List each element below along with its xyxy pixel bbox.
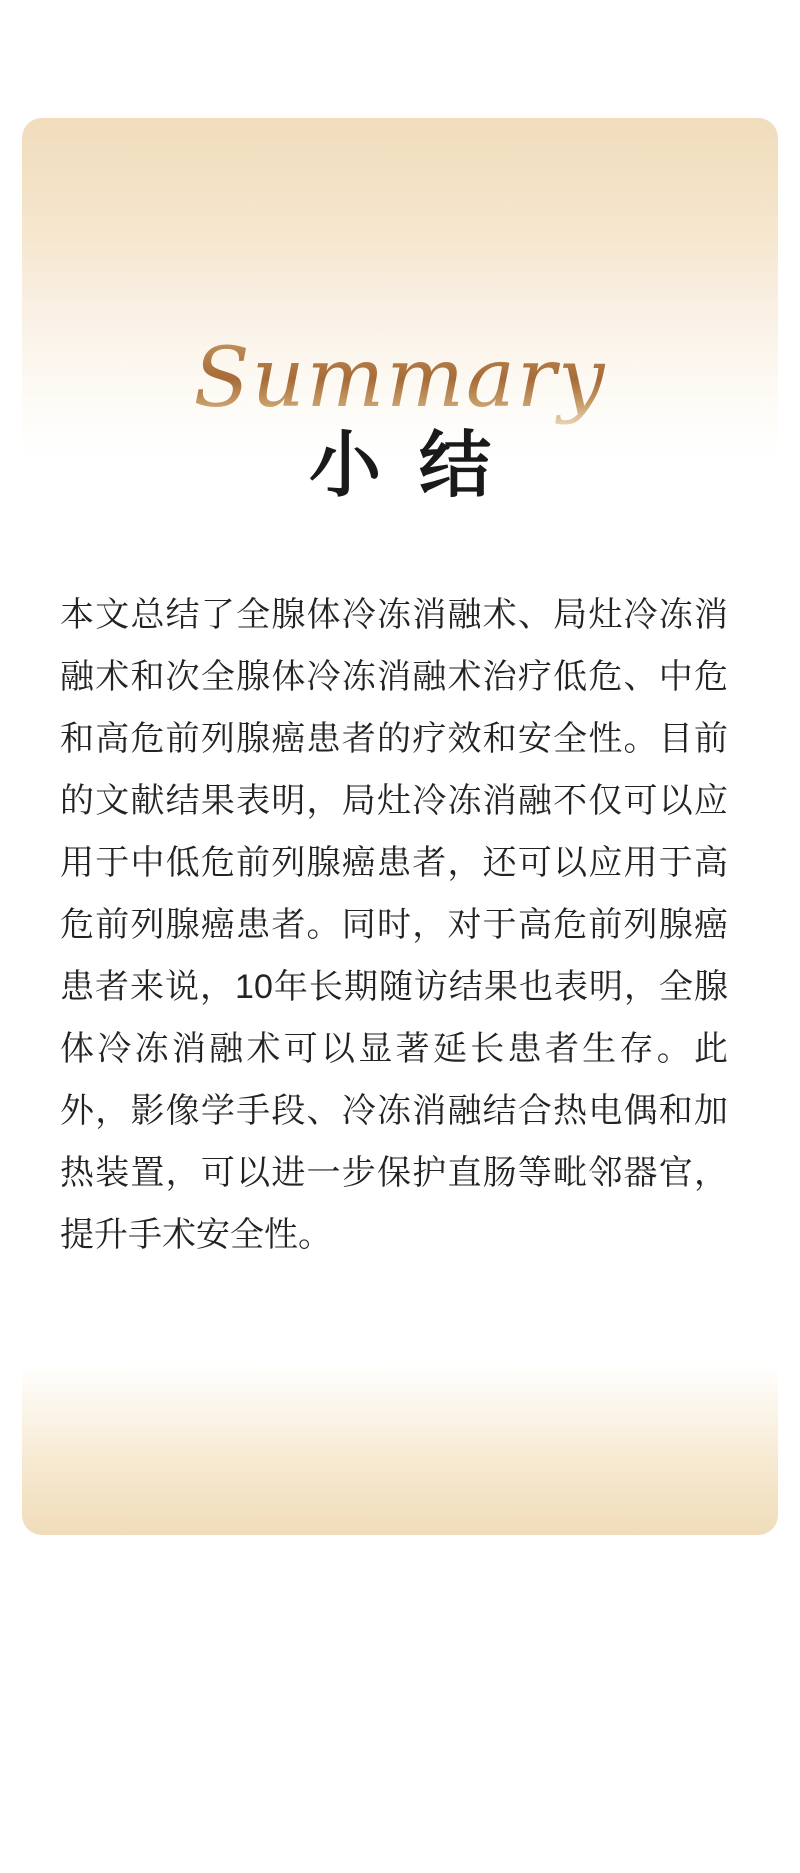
paragraph-line: 体冷冻消融术可以显著延长患者生存。此 <box>60 1030 728 1068</box>
paragraph-line: 危前列腺癌患者。同时，对于高危前列腺癌 <box>60 906 728 944</box>
paragraph-line: 用于中低危前列腺癌患者，还可以应用于高 <box>60 844 728 882</box>
summary-title-english: Summary <box>22 330 778 428</box>
summary-card <box>22 118 778 1535</box>
paragraph-line: 热装置，可以进一步保护直肠等毗邻器官， <box>60 1154 728 1192</box>
paragraph-line: 的文献结果表明，局灶冷冻消融不仅可以应 <box>60 782 728 820</box>
paragraph-line: 融术和次全腺体冷冻消融术治疗低危、中危 <box>60 658 728 696</box>
summary-title-chinese: 小 结 <box>308 426 501 506</box>
paragraph-line: 和高危前列腺癌患者的疗效和安全性。目前 <box>60 720 728 758</box>
paragraph-line: 外，影像学手段、冷冻消融结合热电偶和加 <box>60 1092 728 1130</box>
paragraph-line: 提升手术安全性。 <box>60 1216 332 1254</box>
paragraph-line: 本文总结了全腺体冷冻消融术、局灶冷冻消 <box>60 596 728 634</box>
summary-paragraph <box>60 584 728 1266</box>
paragraph-line: 患者来说，10年长期随访结果也表明，全腺 <box>60 968 728 1006</box>
